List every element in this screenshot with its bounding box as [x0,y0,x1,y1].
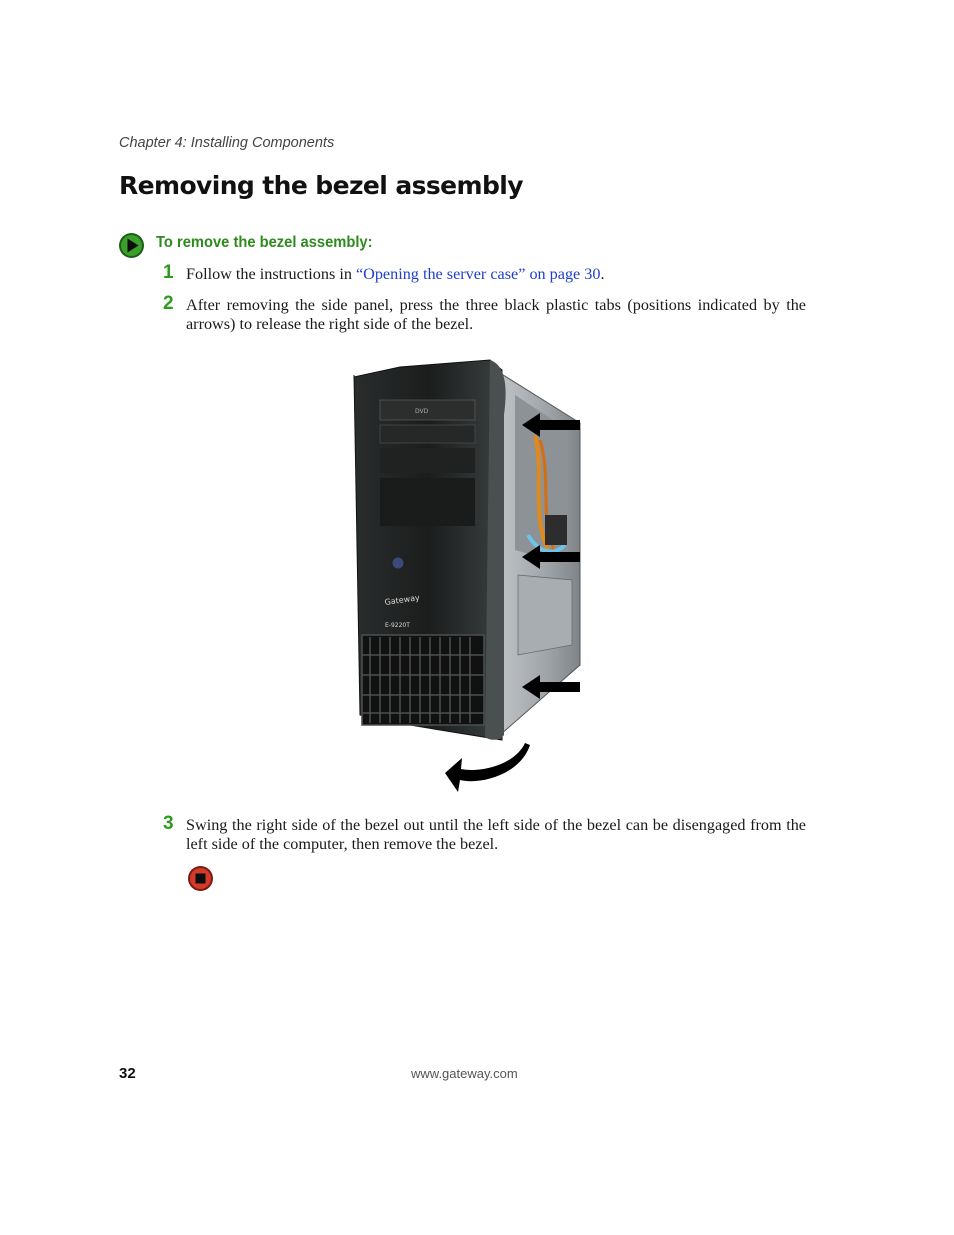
step-text-tail: . [600,265,605,283]
step-text: Swing the right side of the bezel out until the left side of the bezel can be disengaged from the left side of the computer, then remove the bezel. [186,816,806,853]
page-number: 32 [119,1065,136,1082]
front-grille [362,635,484,725]
footer-url: www.gateway.com [411,1066,518,1081]
step-number: 3 [163,813,174,834]
brand-logo: Gateway [384,593,421,607]
bezel-removal-illustration [340,355,610,800]
drive-label: DVD [415,408,429,415]
step-text-lead: Follow the instructions in [186,265,356,283]
model-label: E-9220T [385,622,410,629]
chapter-header: Chapter 4: Installing Components [119,135,335,151]
step-number: 1 [163,262,174,283]
procedure-title: To remove the bezel assembly: [156,234,373,251]
step-text: After removing the side panel, press the three black plastic tabs (positions indicated by the arrows) to release the right side of the bezel. [186,296,806,333]
page-title: Removing the bezel assembly [119,171,523,200]
stop-icon [187,865,214,892]
step-number: 2 [163,293,174,314]
step-text [186,265,806,284]
swing-arrow-icon [445,743,530,792]
cross-reference-link[interactable]: “Opening the server case” on page 30 [355,265,601,283]
play-icon [118,232,145,259]
